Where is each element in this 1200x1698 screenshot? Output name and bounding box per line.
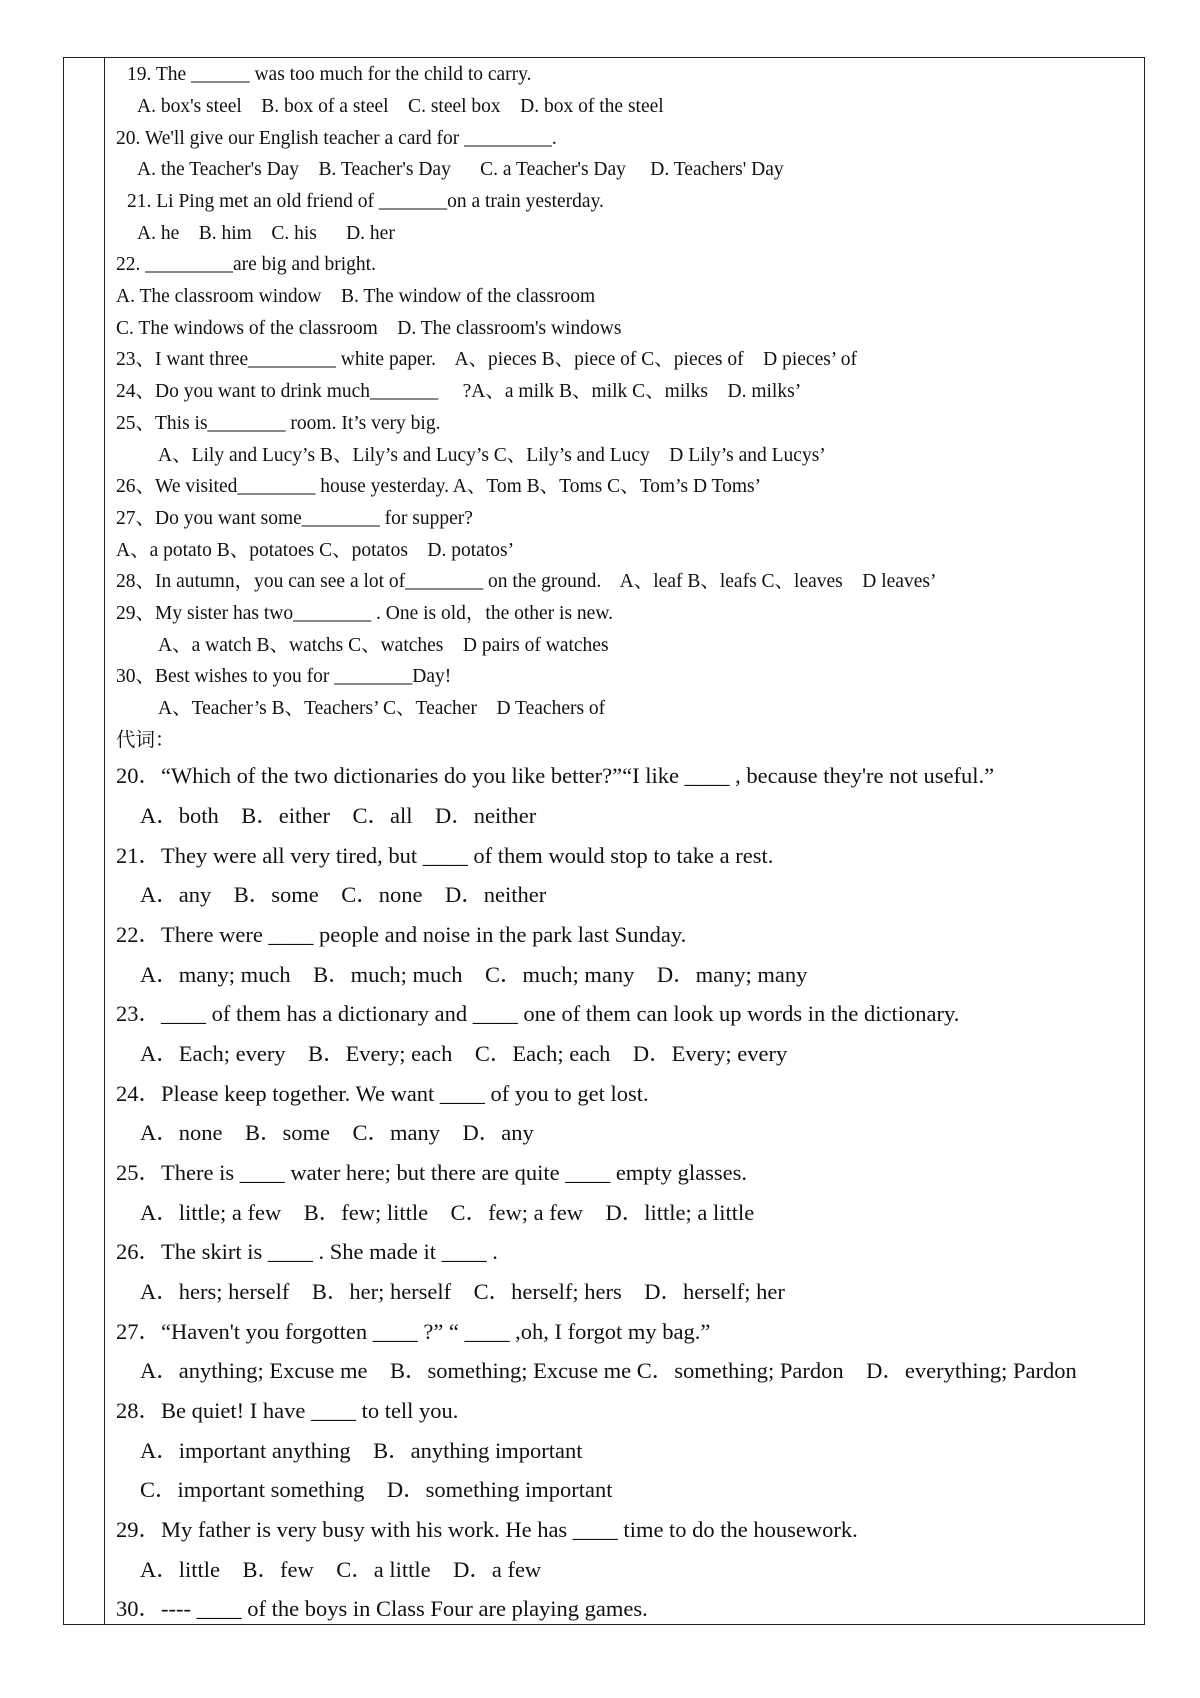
question-line: 29、My sister has two________ . One is old，the other is new. (116, 603, 614, 624)
options-line: A．none B．some C．many D．any (140, 1120, 534, 1145)
question-line: 29．My father is very busy with his work. He has ____ time to do the housework. (116, 1517, 858, 1542)
options-line: A．both B．either C．all D．neither (140, 803, 537, 828)
options-line: A．any B．some C．none D．neither (140, 882, 547, 907)
options-line: A．anything; Excuse me B．something; Excuse me C．something; Pardon D．everything; Pardon (140, 1358, 1077, 1383)
options-line: A．many; much B．much; much C．much; many D．many; many (140, 962, 808, 987)
question-line: 19. The ______ was too much for the child to carry. (127, 64, 532, 85)
options-line: A. the Teacher's Day B. Teacher's Day C. a Teacher's Day D. Teachers' Day (137, 159, 784, 180)
question-line: 23．____ of them has a dictionary and ____ one of them can look up words in the dictionary. (116, 1001, 960, 1026)
options-line: A. box's steel B. box of a steel C. steel box D. box of the steel (137, 96, 664, 117)
question-line: 30、Best wishes to you for ________Day! (116, 666, 452, 687)
question-line: 22. _________are big and bright. (116, 254, 376, 275)
options-line: A．important anything B．anything important (140, 1438, 583, 1463)
options-line: A、Teacher’s B、Teachers’ C、Teacher D Teachers of (158, 698, 606, 719)
question-line: 30．---- ____ of the boys in Class Four are playing games. (116, 1596, 648, 1621)
question-line: 24、Do you want to drink much_______ ?A、a milk B、milk C、milks D. milks’ (116, 381, 802, 402)
question-line: 23、I want three_________ white paper. A、pieces B、piece of C、pieces of D pieces’ of (116, 349, 857, 370)
question-line: 28、In autumn，you can see a lot of________ on the ground. A、leaf B、leafs C、leaves D leaves’ (116, 571, 937, 592)
options-line: A. he B. him C. his D. her (137, 223, 395, 244)
question-line: 22．There were ____ people and noise in the park last Sunday. (116, 922, 687, 947)
question-line: 28．Be quiet! I have ____ to tell you. (116, 1398, 459, 1423)
question-line: 24．Please keep together. We want ____ of you to get lost. (116, 1081, 649, 1106)
options-line: A、a watch B、watchs C、watches D pairs of watches (158, 635, 609, 656)
question-line: 26．The skirt is ____ . She made it ____ . (116, 1239, 498, 1264)
section-heading: 代词： (116, 730, 175, 751)
options-line: A、Lily and Lucy’s B、Lily’s and Lucy’s C、Lily’s and Lucy D Lily’s and Lucys’ (158, 445, 826, 466)
options-line: C．important something D．something important (140, 1477, 613, 1502)
question-line: 21．They were all very tired, but ____ of them would stop to take a rest. (116, 843, 774, 868)
question-line: 20．“Which of the two dictionaries do you like better?”“I like ____ , because they're not useful.” (116, 763, 995, 788)
question-line: 26、We visited________ house yesterday. A、Tom B、Toms C、Tom’s D Toms’ (116, 476, 762, 497)
options-line: A、a potato B、potatoes C、potatos D. potatos’ (116, 540, 515, 561)
options-line: C. The windows of the classroom D. The classroom's windows (116, 318, 622, 339)
options-line: A．Each; every B．Every; each C．Each; each D．Every; every (140, 1041, 788, 1066)
question-line: 20. We'll give our English teacher a card for _________. (116, 128, 557, 149)
question-line: 25、This is________ room. It’s very big. (116, 413, 441, 434)
options-line: A. The classroom window B. The window of the classroom (116, 286, 596, 307)
options-line: A．little; a few B．few; little C．few; a few D．little; a little (140, 1200, 755, 1225)
options-line: A．hers; herself B．her; herself C．herself; hers D．herself; her (140, 1279, 785, 1304)
question-line: 27、Do you want some________ for supper? (116, 508, 473, 529)
margin-column-divider (104, 57, 105, 1625)
question-line: 21. Li Ping met an old friend of _______on a train yesterday. (127, 191, 604, 212)
question-line: 27．“Haven't you forgotten ____ ?” “ ____ ,oh, I forgot my bag.” (116, 1319, 711, 1344)
question-line: 25．There is ____ water here; but there are quite ____ empty glasses. (116, 1160, 748, 1185)
options-line: A．little B．few C．a little D．a few (140, 1557, 542, 1582)
